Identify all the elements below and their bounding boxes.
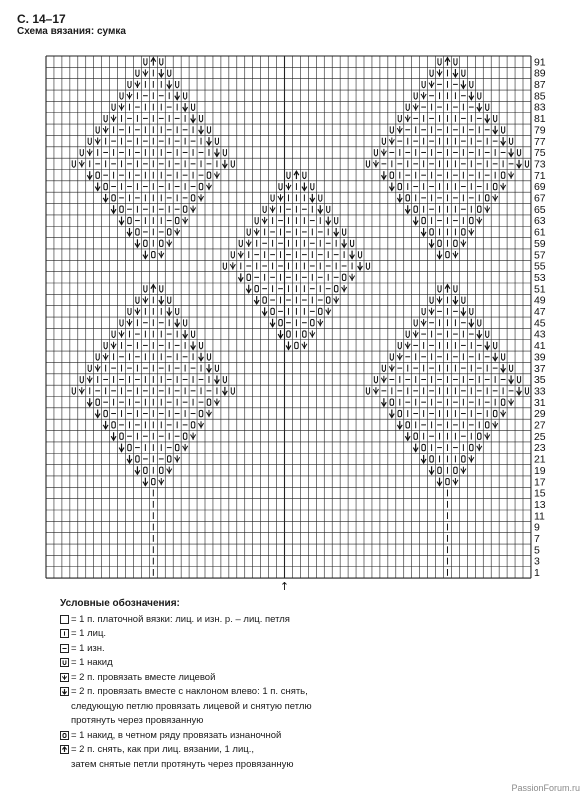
row-number-41: 41 xyxy=(533,340,546,353)
legend-item-knit xyxy=(60,627,312,642)
legend-line: затем снятые петли протянуть через провязанную xyxy=(71,758,294,770)
legend-text xyxy=(71,656,113,671)
row-number-63: 63 xyxy=(533,215,546,228)
row-number-11: 11 xyxy=(533,510,545,523)
page-number: С. 14–17 xyxy=(17,12,66,26)
row-number-79: 79 xyxy=(533,124,546,137)
row-number-49: 49 xyxy=(533,294,546,307)
row-number-59: 59 xyxy=(533,237,546,250)
row-number-91: 91 xyxy=(533,56,546,69)
k2tog-symbol-icon xyxy=(60,673,69,682)
row-number-33: 33 xyxy=(533,385,546,398)
row-number-23: 23 xyxy=(533,442,546,455)
row-number-71: 71 xyxy=(533,169,546,182)
watermark: PassionForum.ru xyxy=(511,783,580,793)
legend-text xyxy=(71,613,290,628)
start-marker: ↑ xyxy=(279,580,290,590)
legend-text xyxy=(71,642,105,657)
row-number-21: 21 xyxy=(533,453,546,466)
row-number-39: 39 xyxy=(533,351,546,364)
yarn-over-symbol-icon xyxy=(60,658,69,667)
row-number-75: 75 xyxy=(533,147,546,160)
row-number-25: 25 xyxy=(533,430,546,443)
legend-item-blank xyxy=(60,613,312,628)
legend-item-s2kp xyxy=(60,743,312,772)
blank-symbol-icon xyxy=(60,615,69,624)
row-number-53: 53 xyxy=(533,271,546,284)
legend-text xyxy=(71,671,215,686)
row-number-57: 57 xyxy=(533,249,546,262)
legend-item-k2tog xyxy=(60,671,312,686)
row-number-81: 81 xyxy=(533,113,546,126)
row-number-89: 89 xyxy=(533,67,546,80)
legend xyxy=(60,597,312,772)
purl-symbol-icon xyxy=(60,644,69,653)
legend-items xyxy=(60,613,312,773)
row-number-7: 7 xyxy=(533,533,540,546)
row-number-1: 1 xyxy=(533,567,540,580)
row-number-13: 13 xyxy=(533,498,546,511)
row-number-15: 15 xyxy=(533,487,546,500)
legend-text xyxy=(71,743,293,772)
yo-purl-symbol-icon xyxy=(60,731,69,740)
row-number-85: 85 xyxy=(533,90,546,103)
row-number-77: 77 xyxy=(533,135,546,148)
legend-line: = 1 п. платочной вязки: лиц. и изн. р. – лиц. петля xyxy=(71,613,290,625)
row-number-45: 45 xyxy=(533,317,546,330)
row-number-67: 67 xyxy=(533,192,546,205)
legend-text xyxy=(71,685,312,729)
row-number-5: 5 xyxy=(533,544,540,557)
row-number-65: 65 xyxy=(533,203,546,216)
row-number-47: 47 xyxy=(533,306,546,319)
legend-line: следующую петлю провязать лицевой и снятую петлю xyxy=(71,700,312,712)
legend-item-yarn-over xyxy=(60,656,312,671)
row-number-37: 37 xyxy=(533,362,546,375)
legend-line: = 1 изн. xyxy=(71,642,105,654)
legend-item-yo-purl xyxy=(60,729,312,744)
chart-title: Схема вязания: сумка xyxy=(17,26,126,37)
legend-line: = 1 лиц. xyxy=(71,628,107,639)
legend-line: = 1 накид, в четном ряду провязать изнаночной xyxy=(71,729,282,741)
row-number-9: 9 xyxy=(533,521,540,534)
row-number-55: 55 xyxy=(533,260,546,273)
row-number-73: 73 xyxy=(533,158,546,171)
row-number-61: 61 xyxy=(533,226,546,239)
knit-symbol-icon xyxy=(60,629,69,638)
legend-line: протянуть через провязанную xyxy=(71,715,204,726)
legend-line: = 1 накид xyxy=(71,657,113,668)
ssk-symbol-icon xyxy=(60,687,69,696)
s2kp-symbol-icon xyxy=(60,745,69,754)
row-number-31: 31 xyxy=(533,396,546,409)
row-number-17: 17 xyxy=(533,476,546,489)
row-number-35: 35 xyxy=(533,374,546,387)
row-number-83: 83 xyxy=(533,101,546,114)
legend-line: = 2 п. провязать вместе лицевой xyxy=(71,671,216,683)
legend-item-purl xyxy=(60,642,312,657)
legend-text xyxy=(71,627,106,642)
legend-line: = 2 п. провязать вместе с наклоном влево: 1 п. снять, xyxy=(71,686,308,697)
legend-heading: Условные обозначения: xyxy=(60,598,180,609)
legend-line: = 2 п. снять, как при лиц. вязании, 1 лиц., xyxy=(71,744,254,755)
row-number-3: 3 xyxy=(533,555,540,568)
row-number-69: 69 xyxy=(533,181,546,194)
legend-text xyxy=(71,729,281,744)
row-number-19: 19 xyxy=(533,464,546,477)
row-number-27: 27 xyxy=(533,419,546,432)
row-number-29: 29 xyxy=(533,408,546,421)
row-number-51: 51 xyxy=(533,283,546,296)
row-number-43: 43 xyxy=(533,328,546,341)
legend-item-ssk xyxy=(60,685,312,729)
row-numbers xyxy=(534,56,546,579)
row-number-87: 87 xyxy=(533,79,546,92)
